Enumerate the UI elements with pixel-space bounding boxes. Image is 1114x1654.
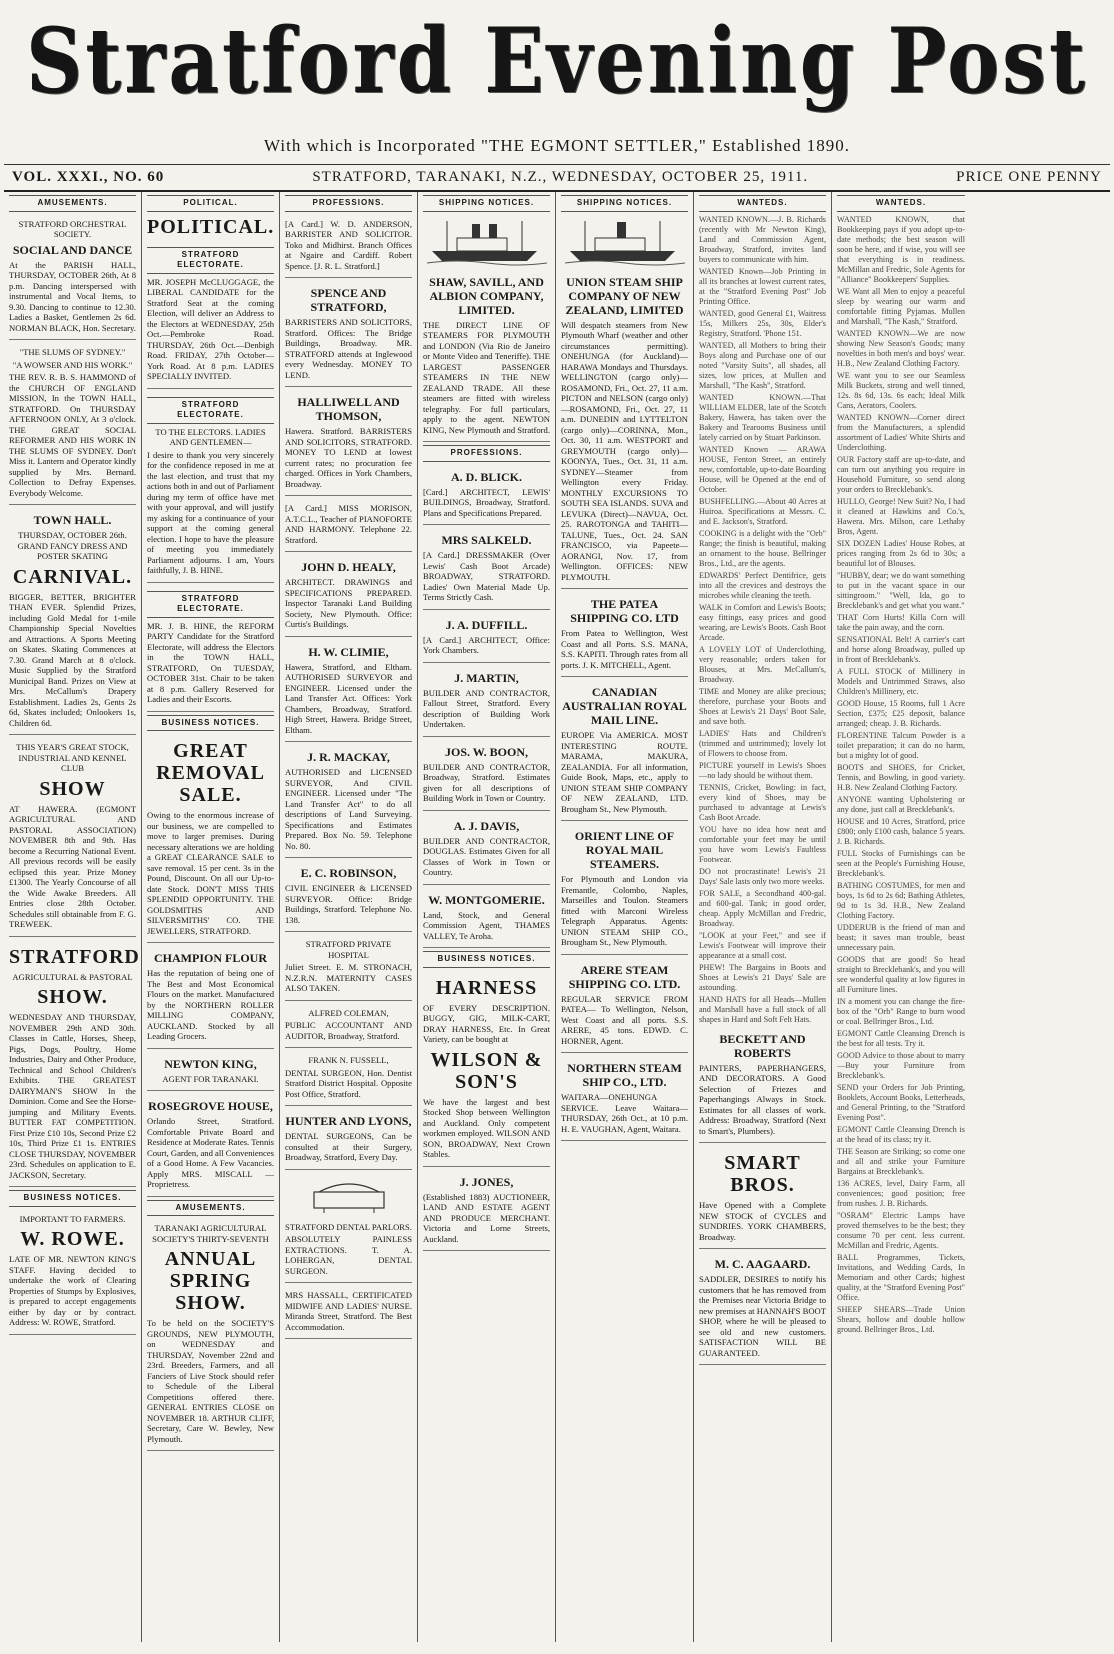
advert — [9, 215, 136, 341]
advert — [423, 528, 550, 610]
section-header: WANTEDS. — [699, 195, 826, 212]
masthead-subtitle: With which is Incorporated "THE EGMONT SETTLER," Established 1890. — [264, 136, 850, 155]
advert-body: Land, Stock, and General Commission Agent, THAMES VALLEY, Te Aroha. — [423, 909, 550, 941]
wanted-item: HULLO, George! New Suit? No, I had it cleaned at Hawkins and Co.'s, Hawera. Mrs. Milson, care Lethaby Bros, Agent. — [837, 496, 965, 536]
advert-title: M. C. AAGAARD. — [714, 1257, 811, 1271]
advert — [9, 1210, 136, 1335]
advert-body: Has the reputation of being one of The Best and Most Economical Flours on the market. Manufactured by the NORTHERN ROLLER MILLING COMPANY, AUCKLAND. Stocked by all Leading Grocers. — [147, 968, 274, 1041]
advert-title: ORIENT LINE OF ROYAL MAIL STEAMERS. — [574, 829, 675, 871]
section-header: BUSINESS NOTICES. — [423, 951, 550, 968]
advert — [285, 1109, 412, 1170]
advert — [9, 343, 136, 505]
advert-body: PAINTERS, PAPERHANGERS, AND DECORATORS. A Good Selection of Friezes and Paperhangings Always in Stock. Estimates for all classes of work. Address: Broadway, Stratford (Next to Smart's, Plumbers). — [699, 1062, 826, 1136]
wanted-item: GOOD House, 15 Rooms, full 1 Acre Section, £375; £25 deposit, balance arranged; cheap. J. B. Richards. — [837, 698, 965, 728]
advert-body: AUTHORISED and LICENSED SURVEYOR, And CIVIL ENGINEER. Licensed under "The Land Transfer Act" to do all descriptions of Land Surveying. Specifications and Estimates Prepared. Box No. 59. Telephone No. 80. — [285, 767, 412, 851]
advert-body: DENTAL SURGEON, Hon. Dentist Stratford District Hospital. Opposite Post Office, Stratford. — [285, 1067, 412, 1099]
newspaper-title: Stratford Evening Post — [25, 9, 1089, 114]
advert-body: BARRISTERS AND SOLICITORS, Stratford. Offices: The Bridge Buildings, Broadway. MR. STRATFORD attends at Inglewood every Wednesday. MONEY TO LEND. — [285, 317, 412, 380]
advert-title: FRANK N. FUSSELL, — [308, 1055, 389, 1065]
advert-body: [A Card.] DRESSMAKER (Over Lewis' Cash Boot Arcade) BROADWAY, STRATFORD. Ladies' Own Material Made Up. Terms Strictly Cash. — [423, 550, 550, 602]
advert-title: STRATFORD ELECTORATE. — [147, 247, 274, 274]
advert-title: H. W. CLIMIE, — [308, 644, 389, 659]
column-5 — [556, 192, 694, 1642]
advert — [147, 946, 274, 1049]
section-header: SHIPPING NOTICES. — [423, 195, 550, 212]
wanted-item: IN a moment you can change the fire-box of the "Orb" Range to burn wood or coal. Bellringer Bros., Ltd. — [837, 996, 965, 1026]
advert-title: ROSEGROVE HOUSE, — [148, 1099, 273, 1113]
advert-body: BIGGER, BETTER, BRIGHTER THAN EVER. Splendid Prizes, including Gold Medal for 1-mile Championship Special Novelties and Attractions. A Sports Meeting on Skates. Skating Commences at 7.30. Grand March at 8 o'clock. Music Supplied by the Stratford Municipal Band. Prizes on View at Mrs. McCallum's Drapery Establishment. Ladies 2s, Gents 2s 6d, Skates included; Onlookers 1s, Children 6d. — [9, 591, 136, 728]
wanted-item: DO not procrastinate! Lewis's 21 Days' Sale lasts only two more weeks. — [699, 866, 826, 886]
advert-headline: SMART BROS. — [724, 1152, 801, 1196]
steamship-icon — [427, 216, 547, 266]
advert-body: From Patea to Wellington, West Coast and all Ports. S.S. MANA, S.S. KAPITI. Through rates from all ports. J. K. MITCHELL, Agent. — [561, 628, 688, 670]
advert — [147, 734, 274, 943]
wanted-item: WALK in Comfort and Lewis's Boots; easy fittings, easy prices and good wearing, are Lewis's Boots. Cash Boot Arcade. — [699, 602, 826, 642]
wanted-item: BOOTS and SHOES, for Cricket, Tennis, and Bowling, in good variety. H.B. New Zealand Clothing Factory. — [837, 762, 965, 792]
advert — [285, 390, 412, 496]
advert-body: WEDNESDAY AND THURSDAY, NOVEMBER 29th AND 30th. Classes in Cattle, Horses, Sheep, Pigs, Dogs, Poultry, Home Industries, Dairy and Other Produce, Technical and School Children's Exhibits. THE GREATEST DAIRYMAN'S SHOW In the Dominion. Come and See the Horse-jumping and Military Events. BUTTER FAT COMPETITION. First Prize £10 10s, Second Prize £2 10s, Third Prize £1 1s. ENTRIES CLOSE THURSDAY, NOVEMBER 23rd. Schedules on application to E. JACKSON, Secretary. — [9, 1012, 136, 1180]
wanted-item: WANTED Known—Job Printing in all its branches at lowest current rates, at the "Stratford Evening Post" Job Printing Office. — [699, 266, 826, 306]
column-1 — [4, 192, 142, 1642]
advert — [285, 640, 412, 743]
advert-body: I desire to thank you very sincerely for the confidence reposed in me at the last election, and trust that my actions both in and out of Parliament during my term of office have met with your approval, and will justify my asking for a continuance of your support at the coming general election. I hope to have the pleasure of meeting you immediately Parliament adjourns. I am, Yours faithfully, J. B. HINE. — [147, 449, 274, 575]
wanted-item: HAND HATS for all Heads—Mullen and Marshall have a full stock of all shapes in Hard and Soft Felt Hats. — [699, 994, 826, 1024]
advert-body: Juliet Street. E. M. STRONACH, N.Z.R.N. MATERNITY CASES ALSO TAKEN. — [285, 962, 412, 993]
advert — [9, 940, 140, 1188]
advert — [561, 680, 688, 821]
advert-body: REGULAR SERVICE FROM PATEA— To Wellington, Nelson, West Coast and all ports. S.S. ARERE, 45 tons. EDWD. C. HORNER, Agent. — [561, 993, 688, 1046]
advert — [147, 392, 274, 583]
advert-headline: SHOW — [39, 777, 106, 800]
advert-body: Orlando Street, Stratford. Comfortable Private Board and Residence at Moderate Rates. Tennis Court, Garden, and all Conveniences of a Good Home. A Few Vacancies. Apply MRS. MISCALL — Proprietress. — [147, 1116, 274, 1189]
wanted-item: LADIES' Hats and Children's (trimmed and untrimmed); lovely lot of Flowers to choose from. — [699, 728, 826, 758]
wanted-item: FLORENTINE Talcum Powder is a toilet preparation; it can do no harm, but a mighty lot of good. — [837, 730, 965, 760]
wanted-item: WANTED KNOWN, that Bookkeeping pays if you adopt up-to-date methods; the best season will soon be here, and if wise, you will see that everything is in readiness. McMillan and Fredric, Sole Agents for "Alliance" Bookkeepers' Supplies. — [837, 214, 965, 284]
wanted-item: WANTED KNOWN.—That WILLIAM ELDER, late of the Scotch Bakery, Hawera, has taken over the Bakery and Tearooms Business until lately carried on by Stuart Parkinson. — [699, 392, 826, 442]
advert — [423, 1170, 550, 1252]
advert — [285, 281, 412, 387]
wanted-item: WANTED KNOWN.—J. B. Richards (recently with Mr Newton King), Land and Commission Agent, Broadway, Stratford, invites land buyers to communicate with him. — [699, 214, 826, 264]
masthead — [4, 3, 1110, 128]
advert-subtitle: IMPORTANT TO FARMERS. — [19, 1213, 126, 1224]
advert-title: J. R. MACKAY, — [307, 750, 390, 764]
advert — [147, 586, 274, 712]
advert-body: [A Card.] W. D. ANDERSON, BARRISTER AND SOLICITOR. Toko and Midhirst. Branch Offices at Ngaire and Cardiff. Robert Spence. [J. R. L. Stratford.] — [285, 218, 412, 271]
wanted-item: EDWARDS' Perfect Dentifrice, gets into all the crevices and destroys the microbes while cleaning the teeth. — [699, 570, 826, 600]
advert-title: J. A. DUFFILL. — [445, 617, 528, 632]
column-4 — [418, 192, 556, 1642]
advert — [285, 555, 412, 637]
wanted-item: EGMONT Cattle Cleansing Drench is at the head of its class; try it. — [837, 1124, 965, 1144]
advert-body: AT HAWERA. (EGMONT AGRICULTURAL AND PASTORAL ASSOCIATION) NOVEMBER 8th and 9th. Has become a Recurring National Event. All previous records will be easily eclipsed this year. Prize Money £1300. The Yearly Concourse of all the Wide Awake Breeders. All Entries close 28th October. Schedules still obtainable from F. G. TREWEEK. — [9, 803, 136, 929]
advert — [285, 1004, 412, 1049]
advert-body: At the PARISH HALL, THURSDAY, OCTOBER 26th, At 8 p.m. Dancing interspersed with instrumental and Vocal Items, to 9.30. Dancing to continue to 12.30. Ladies a Basket, Gentlemen 2s 6d. NORMAN BLACK, Hon. Secretary. — [9, 259, 136, 333]
advert — [561, 270, 688, 590]
advert — [423, 971, 550, 1167]
advert-body: For Plymouth and London via Fremantle, Colombo, Naples, Marseilles and Toulon. Steamers fitted with Marconi Wireless Telegraph Apparatus. Agents: UNION STEAM SHIP CO., Brougham St., New Plymouth. — [561, 874, 688, 947]
advert-title: J. MARTIN, — [454, 670, 519, 685]
advert-subtitle: "A WOWSER AND HIS WORK." — [12, 359, 133, 370]
advert — [561, 1056, 688, 1141]
advert — [561, 592, 688, 677]
advert — [285, 499, 412, 552]
advert-title: HUNTER AND LYONS, — [285, 1114, 412, 1128]
advert-title: A. D. BLICK. — [450, 469, 522, 484]
dateline — [4, 164, 1110, 192]
advert — [285, 1218, 412, 1284]
advert-body: WAITARA—ONEHUNGA SERVICE. Leave Waitara—THURSDAY, 26th Oct., at 10 p.m. H. E. VAUGHAN, Agent, Waitara. — [561, 1092, 688, 1134]
place-date: STRATFORD, TARANAKI, N.Z., WEDNESDAY, OCTOBER 25, 1911. — [312, 169, 809, 185]
wanted-item: 136 ACRES, level, Dairy Farm, all conveniences; good position; free from rushes. J. B. Richards. — [837, 1178, 965, 1208]
advert-body: Have Opened with a Complete NEW STOCK of CYCLES and SUNDRIES. YORK CHAMBERS, Broadway. — [699, 1200, 826, 1242]
advert-title: JOS. W. BOON, — [444, 744, 529, 759]
wanted-item: FOR SALE, a Secondhand 400-gal. and 600-gal. Tank; in good order, cheap. Apply McMillan and Fredric, Broadway. — [699, 888, 826, 928]
advert-org: STRATFORD ORCHESTRAL SOCIETY. — [18, 218, 127, 239]
advert-title: ALFRED COLEMAN, — [308, 1007, 389, 1018]
advert-body: To be held on the SOCIETY'S GROUNDS, NEW PLYMOUTH, on WEDNESDAY and THURSDAY, November 22nd and 23rd. Breeders, Farmers, and all Fanciers of Live Stock should refer to Schedule of the Liberal Competitions offered there. GENERAL ENTRIES CLOSE on NOVEMBER 18. ARTHUR CLIFF, Secretary, Care W. Bewley, New Plymouth. — [147, 1318, 274, 1444]
advert-title: SOCIAL AND DANCE — [12, 242, 133, 257]
advert — [9, 738, 136, 937]
advert-body: THE DIRECT LINE OF STEAMERS FOR PLYMOUTH and LONDON (Via Rio de Janeiro or Monte Video and Teneriffe). THE LARGEST PASSENGER STEAMERS IN THE NEW ZEALAND TRADE. All these steamers are fitted with wireless telegraphy. For full particulars, apply to the agent. NEWTON KING, New Plymouth and Stratford. — [423, 319, 550, 435]
wanted-item: TIME and Money are alike precious; therefore, purchase your Boots and Shoes at Lewis's 21 Days' Boot Sale, and save both. — [699, 686, 826, 726]
section-header: AMUSEMENTS. — [147, 1200, 274, 1217]
newspaper-page — [4, 3, 1110, 1648]
dental-chair-illustration-icon — [294, 1174, 404, 1214]
advert-title: W. MONTGOMERIE. — [428, 892, 545, 907]
advert-headline: W. ROWE. — [20, 1228, 125, 1250]
advert-title: "THE SLUMS OF SYDNEY." — [19, 347, 126, 357]
wanted-item: BALL Programmes, Tickets, Invitations, and Wedding Cards, In Memoriam and other Cards; highest quality, at the "Stratford Evening Post" Office. — [837, 1252, 965, 1302]
advert-title: JOHN D. HEALY, — [301, 560, 396, 574]
advert-body: [A Card.] MISS MORISON, A.T.C.L., Teacher of PIANOFORTE AND HARMONY. Telephone 22. Stratford. — [285, 503, 412, 545]
price: PRICE ONE PENNY — [956, 169, 1102, 185]
advert-body: [A Card.] ARCHITECT, Office: York Chambers. — [423, 634, 550, 655]
wanted-item: GOOD Advice to those about to marry—Buy your Furniture from Brecklebank's. — [837, 1050, 965, 1080]
advert — [9, 508, 136, 735]
advert-title: AGRICULTURAL & PASTORAL — [12, 971, 133, 982]
advert-title: STRATFORD PRIVATE HOSPITAL — [305, 939, 392, 960]
advert-body: We have the largest and best Stocked Shop between Wellington and Auckland. Only competent workmen employed. WILSON AND SON, BROADWAY, Next Crown Stables. — [423, 1096, 550, 1159]
advert — [699, 1252, 826, 1365]
wanted-item: GOODS that are good! So head straight to Brecklebank's, and you will see wonderful quality at low figures in all Furniture lines. — [837, 954, 965, 994]
advert-title: STRATFORD DENTAL PARLORS. — [285, 1221, 412, 1232]
advert-body: SADDLER, DESIRES to notify his customers that he has removed from the Premises near Victoria Bridge to new premises at HANNAH'S BOOT SHOP, where he will be pleased to see old and new customers. SATISFACTION WILL BE GUARANTEED. — [699, 1274, 826, 1358]
advert-body: ARCHITECT. DRAWINGS and SPECIFICATIONS PREPARED. Inspector Taranaki Land Building Society, New Plymouth. Office: Curtis's Buildings. — [285, 577, 412, 629]
advert-body: ABSOLUTELY PAINLESS EXTRACTIONS. T. A. LOHERGAN, DENTAL SURGEON. — [285, 1234, 412, 1276]
advert-title: CHAMPION FLOUR — [154, 951, 267, 965]
wanted-item: PICTURE yourself in Lewis's Shoes—no lady should be without them. — [699, 760, 826, 780]
wanted-item: "OSRAM" Electric Lamps have proved themselves to be the best; they consume 70 per cent. less current. McMillan and Fredric, Agents. — [837, 1210, 965, 1250]
wanted-item: WANTED Known — ARAWA HOUSE, Fenton Street, an entirely new, comfortable, up-to-date Boarding House, will be Opened at the end of October. — [699, 444, 827, 494]
advert — [147, 242, 274, 389]
advert-headline: ANNUAL SPRING SHOW. — [164, 1248, 257, 1314]
advert — [423, 666, 550, 737]
advert — [285, 861, 412, 932]
advert-subtitle: TO THE ELECTORS. LADIES AND GENTLEMEN— — [155, 426, 266, 447]
advert-headline: HARNESS — [435, 976, 538, 999]
wanted-item: BATHING COSTUMES, for men and boys, 1s 6d to 2s 6d; Bathing Athletes, 9d to 1s 3d. H.B., New Zealand Clothing Factory. — [837, 880, 965, 920]
advert-body: OF EVERY DESCRIPTION. BUGGY, GIG, MILK-CART, DRAY HARNESS, Etc. In Great Variety, can be bought at — [423, 1002, 550, 1044]
advert-title: TARANAKI AGRICULTURAL SOCIETY'S THIRTY-SEVENTH — [152, 1223, 269, 1244]
wanted-item: FULL Stocks of Furnishings can be seen at the People's Furnishing House, Brecklebank's. — [837, 848, 965, 878]
wanted-item: PHEW! The Bargains in Boots and Shoes at Lewis's 21 Days' Sale are astounding. — [699, 962, 826, 992]
wanted-item: SENSATIONAL Belt! A carrier's cart and horse along Broadway, pulled up in front of Brecklebank's. — [837, 634, 965, 664]
wanted-item: "HUBBY, dear; we do want something to put in the vacant space in our sittingroom." "Well, Ida, go to Brecklebank's and get what you want." — [837, 570, 965, 610]
advert-title: MRS SALKELD. — [441, 533, 532, 547]
advert-title: NEWTON KING, — [164, 1056, 257, 1071]
advert-body: BUILDER AND CONTRACTOR, DOUGLAS. Estimates Given for all Classes of Work in Town or Country. — [423, 835, 550, 877]
advert — [699, 1027, 826, 1144]
wanted-item: TENNIS, Cricket, Bowling: in fact, every kind of Shoes, may be purchased to advantage at Lewis's Cash Boot Arcade. — [699, 782, 826, 822]
advert-title: J. JONES, — [459, 1174, 514, 1189]
advert-body: THE REV. R. B. S. HAMMOND of the CHURCH OF ENGLAND MISSION, In the TOWN HALL, STRATFORD. On THURSDAY AFTERNOON ONLY, At 3 o'clock. THE GREAT SOCIAL REFORMER AND HIS WORK IN THE SLUMS OF SYDNEY. Don't Miss it. Lantern and Operator kindly supplied by Mrs. Bernard. Collection to Defray Expenses. Everybody Welcome. — [9, 372, 136, 498]
wanted-item: SIX DOZEN Ladies' House Robes, at prices ranging from 2s 6d to 30s; a beautiful lot of Blouses. — [837, 538, 965, 568]
advert-title: THIS YEAR'S GREAT STOCK, INDUSTRIAL AND KENNEL CLUB — [16, 742, 129, 773]
advert-title: TOWN HALL. — [33, 513, 112, 527]
advert-title: CANADIAN AUSTRALIAN ROYAL MAIL LINE. — [562, 685, 687, 727]
advert-body: MR. J. B. HINE, the REFORM PARTY Candidate for the Stratford Electorate, will address the Electors in the TOWN HALL, STRATFORD, On TUESDAY, OCTOBER 31st. Chair to be taken at 8 p.m. Gallery Reserved for Ladies and their Escorts. — [147, 620, 274, 704]
advert — [423, 270, 550, 443]
advert-headline: WILSON & SON'S — [430, 1048, 543, 1093]
wanted-item: WANTED, good General £1, Waitress 15s, Milkers 25s, 30s, Elder's Registry, Stratford. 'Phone 151. — [699, 308, 826, 338]
advert — [285, 215, 412, 279]
advert-body: LATE OF MR. NEWTON KING'S STAFF. Having decided to undertake the work of Clearing Properties of Stumps by Explosives, is prepared to accept engagements either by day or by contract. Address: W. ROWE, Stratford. — [9, 1254, 136, 1327]
advert-title: UNION STEAM SHIP COMPANY OF NEW ZEALAND, LIMITED — [565, 274, 684, 317]
advert-title: THE PATEA SHIPPING CO. LTD — [570, 597, 679, 625]
wanted-item: WANTED KNOWN—We are now showing New Season's Goods; many novelties in both men's and boys' wear. H.B., New Zealand Clothing Factory. — [837, 328, 965, 368]
wanted-item: BUSHFELLING.—About 40 Acres at Huiroa. Specifications at Messrs. C. and E. Jackson's, Stratford. — [699, 496, 826, 526]
advert-body: [Card.] ARCHITECT, LEWIS' BUILDINGS, Broadway, Stratford. Plans and Specifications Prepared. — [423, 486, 550, 518]
advert-subtitle: THURSDAY, OCTOBER 26th. GRAND FANCY DRESS AND POSTER SKATING — [17, 530, 128, 561]
advert — [561, 958, 688, 1054]
section-header: SHIPPING NOTICES. — [561, 195, 688, 212]
wanted-item: SEND your Orders for Job Printing, Booklets, Account Books, Letterheads, and General Printing, to the "Stratford Evening Post". — [837, 1082, 965, 1122]
advert-headline: GREAT REMOVAL SALE. — [156, 740, 265, 806]
wanted-item: YOU have no idea how neat and comfortable your feet may be until you have worn Lewis's Faultless Footwear. — [699, 824, 826, 864]
advert-headline: CARNIVAL. — [12, 565, 133, 588]
section-header: AMUSEMENTS. — [9, 195, 136, 212]
advert — [423, 465, 550, 526]
advert-body: EUROPE Via AMERICA. MOST INTERESTING ROUTE. MARAMA, MAKURA, ZEALANDIA. For all information, Guide Book, Maps, etc., apply to UNION STEAM SHIP COMPANY OF NEW ZEALAND, LTD. Brougham St., New Plymouth. — [561, 730, 688, 814]
wanted-item: EGMONT Cattle Cleansing Drench is the best for all tests. Try it. — [837, 1028, 965, 1048]
wanted-item: SHEEP SHEARS—Trade Union Shears, hollow and double hollow ground. Bellringer Bros., Ltd. — [837, 1304, 965, 1334]
advert — [423, 613, 550, 663]
advert-body: Owing to the enormous increase of our business, we are compelled to move to larger premises. During necessary alterations we are holding a GREAT CLEARANCE SALE to save removal. 15 per cent. 3s in the Pound, Discount. On all our Up-to-date Stock. DON'T MISS THIS SPLENDID OPPORTUNITY. THE GOLDSMITHS AND SILVERSMITHS' CO. THE JEWELLERS, STRATFORD. — [147, 810, 274, 936]
advert-title: A. J. DAVIS, — [453, 818, 520, 833]
advert — [285, 1286, 412, 1339]
volume-number: VOL. XXXI., NO. 60 — [12, 169, 165, 185]
wanted-item: WE Want all Men to enjoy a peaceful sleep by wearing our warm and comfortable fitting Pyjamas. Mullen and Marshall, "The Kash," Stratford. — [837, 286, 965, 326]
advert-title: HALLIWELL AND THOMSON, — [297, 395, 400, 423]
wanted-item: COOKING is a delight with the "Orb" Range; the finish is beautiful, making an ornament to the house. Bellringer Bros., Ltd., are the agents. — [699, 528, 826, 568]
section-header: PROFESSIONS. — [285, 195, 412, 212]
wanted-item: ANYONE wanting Upholstering or any done, just call at Brecklebank's. — [837, 794, 965, 814]
advert — [285, 745, 412, 858]
wanted-item: OUR Factory staff are up-to-date, and can turn out anything you require in Household Furniture, so send along your orders to Brecklebank's. — [837, 454, 965, 494]
section-header: PROFESSIONS. — [423, 445, 550, 462]
advert-title: BECKETT AND ROBERTS — [719, 1031, 806, 1060]
wanted-item: WANTED KNOWN—Corner direct from the Manufacturers, a splendid assortment of Ladies' White Shirts and Underclothing. — [837, 412, 965, 452]
advert — [285, 1051, 412, 1106]
advert — [699, 1146, 826, 1249]
wanted-item: A LOVELY LOT of Underclothing, very reasonable; orders taken for Blouses, at Mrs. McCallum's, Broadway. — [699, 644, 826, 684]
column-3 — [280, 192, 418, 1642]
column-7 — [832, 192, 970, 1642]
wanted-item: WANTED, all Mothers to bring their Boys along and Purchase one of our noted "Varsity Suits", all shades, all sizes, low prices, at Mullen and Marshall, "The Kash", Stratford. — [699, 340, 826, 390]
wanted-item: UDDERUB is the friend of man and beast; it saves man trouble, beast unnecessary pain. — [837, 922, 965, 952]
advert — [147, 1219, 274, 1451]
advert-body: CIVIL ENGINEER & LICENSED SURVEYOR. Office: Bridge Buildings, Stratford. Telephone No. 138. — [285, 883, 412, 925]
wanted-item: WE want you to see our Seamless Milk Buckets, strong and well tinned, 12s. 8s 6d, 13s. 6s each; Ideal Milk Cans, Aerators, Coolers. — [837, 370, 965, 410]
wanted-item: A FULL STOCK of Millinery in Models and Untrimmed Straws, also Children's Millinery, etc. — [837, 666, 965, 696]
wanted-list — [699, 215, 826, 1025]
advert — [423, 888, 550, 949]
advert-headline: SHOW. — [37, 986, 108, 1008]
advert-title: E. C. ROBINSON, — [300, 866, 397, 880]
advert-body: BUILDER AND CONTRACTOR, Broadway, Stratford. Estimates given for all descriptions of Building Work in Town or Country. — [423, 761, 550, 803]
advert — [147, 1094, 274, 1197]
advert-headline: STRATFORD — [9, 945, 140, 968]
advert-body: MRS HASSALL, CERTIFICATED MIDWIFE AND LADIES' NURSE. Miranda Street, Stratford. The Best Accommodation. — [285, 1290, 412, 1332]
advert-body: (Established 1883) AUCTIONEER, LAND AND ESTATE AGENT AND PRODUCE MERCHANT. Victoria and Lorne Streets, Auckland. — [423, 1191, 550, 1244]
wanted-item: THAT Corn Hurts! Killa Corn will take the pain away, and the corn. — [837, 612, 965, 632]
advert-title: STRATFORD ELECTORATE. — [147, 397, 274, 424]
advert — [285, 935, 412, 1001]
columns — [4, 192, 1110, 1642]
advert-body: Will despatch steamers from New Plymouth Wharf (weather and other circumstances permitting). ONEHUNGA (for Auckland)—HARAWA Mondays and Thursdays. WELLINGTON (cargo only)—ROSAMOND, Fri., Oct. 27, 11 a.m. PICTON and NELSON (cargo only)—ROSAMOND, Fri., Oct. 27, 11 a.m. DUNEDIN and LYTTELTON (cargo only)—CORINNA, Mon., Oct. 30, 11 a.m. WESTPORT and GREYMOUTH (cargo only)—KOONYA, Tues., Oct. 31, 11 a.m. SYDNEY—Steamer from Wellington every Friday. MONTHLY EXCURSIONS TO SOUTH SEA ISLANDS. SUVA and LEVUKA (Direct)—NAVUA, Oct. 25. RAROTONGA and TAHITI—TALUNE, Tues., Oct. 24. SAN FRANCISCO, via Papeete—AORANGI, Nov. 17, from Wellington. OFFICES: NEW PLYMOUTH. — [561, 319, 688, 582]
advert-headline: POLITICAL. — [147, 215, 275, 238]
column-6 — [694, 192, 832, 1642]
advert — [561, 824, 688, 955]
advert-body: Hawera. Stratford. BARRISTERS AND SOLICITORS, STRATFORD. MONEY TO LEND at lowest current rates; no procuration fee charged. Offices in York Chambers, Broadway. — [285, 426, 412, 489]
advert-body: MR. JOSEPH McCLUGGAGE, the LIBERAL CANDIDATE for the Stratford Seat at the coming Election, will deliver an Address to the Electors at WEDNESDAY, 25th Oct.—Pembroke Road. THURSDAY, 26th Oct.—Denbigh Road. FRIDAY, 27th October—York Road. At 8 p.m. LADIES SPECIALLY INVITED. — [147, 276, 274, 381]
wanted-list — [837, 215, 965, 1335]
advert-title: SPENCE AND STRATFORD, — [310, 286, 387, 314]
wanted-item: "LOOK at your Feet," and see if Lewis's Footwear will improve their appearance at a small cost. — [699, 930, 826, 960]
section-header: BUSINESS NOTICES. — [147, 715, 274, 732]
advert-body: Hawera, Stratford, and Eltham. AUTHORISED SURVEYOR and ENGINEER. Licensed under the Land Transfer Act. Offices: York Chambers, Broadway, Stratford. High Street, Hawera. Bridge Street, Eltham. — [285, 661, 412, 735]
section-header: WANTEDS. — [837, 195, 965, 212]
advert-title: STRATFORD ELECTORATE. — [147, 591, 274, 618]
steamship-icon — [565, 216, 685, 266]
column-2 — [142, 192, 280, 1642]
advert-body: BUILDER AND CONTRACTOR, Fallout Street, Stratford. Every description of Building Work Undertaken. — [423, 687, 550, 729]
advert — [147, 1052, 274, 1092]
wanted-item: HOUSE and 10 Acres, Stratford, price £800; only £100 cash, balance 5 years. J. B. Richards. — [837, 816, 965, 846]
advert-body: PUBLIC ACCOUNTANT AND AUDITOR, Broadway, Stratford. — [285, 1020, 412, 1041]
advert-title: NORTHERN STEAM SHIP CO., LTD. — [567, 1061, 682, 1089]
advert — [423, 740, 550, 811]
advert-subtitle: AGENT FOR TARANAKI. — [162, 1073, 259, 1084]
section-header: BUSINESS NOTICES. — [9, 1190, 136, 1207]
advert-title: SHAW, SAVILL, AND ALBION COMPANY, LIMITED. — [429, 274, 544, 317]
advert-body: DENTAL SURGEONS, Can be consulted at their Surgery, Broadway, Stratford, Every Day. — [285, 1131, 412, 1162]
advert — [423, 814, 550, 885]
section-header: POLITICAL. — [147, 195, 274, 212]
advert-title: ARERE STEAM SHIPPING CO. LTD. — [568, 962, 681, 991]
wanted-item: THE Season are Striking; so come one and all and strike your Furniture Bargains at Brecklebank's. — [837, 1146, 965, 1176]
